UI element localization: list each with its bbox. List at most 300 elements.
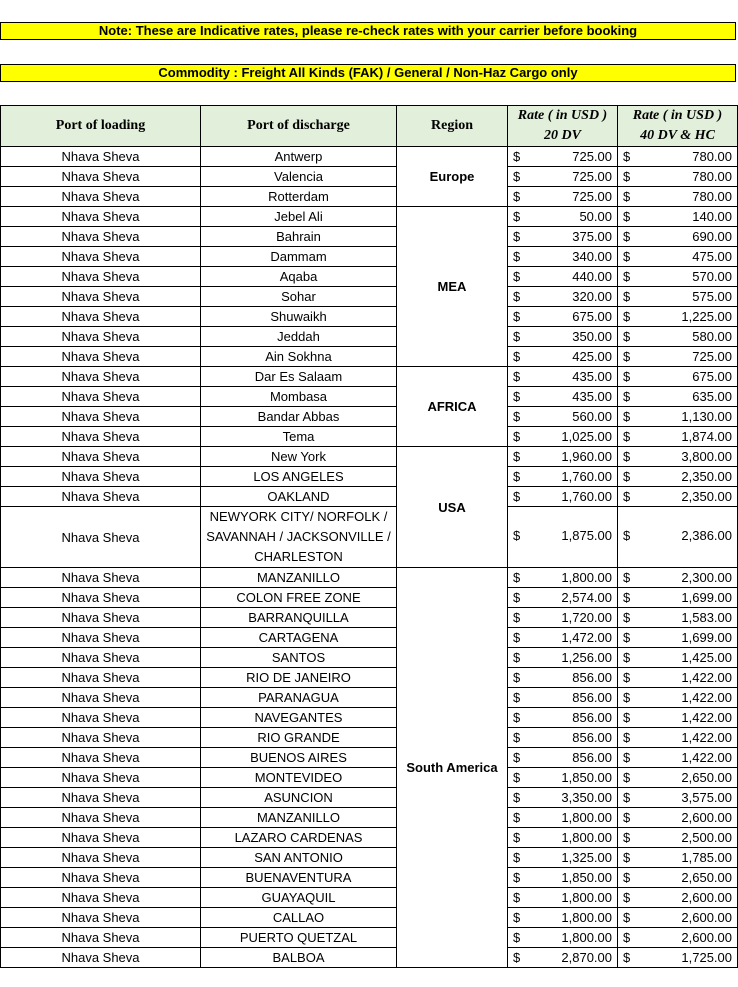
rate-amount: 1,800.00 — [561, 890, 612, 905]
currency-symbol: $ — [623, 610, 631, 625]
rate-20dv-cell — [508, 888, 618, 908]
rate-20dv-cell — [508, 187, 618, 207]
rate-amount: 780.00 — [692, 149, 732, 164]
rate-40dv-cell — [618, 808, 738, 828]
rate-amount: 2,350.00 — [681, 489, 732, 504]
port-of-loading-cell: Nhava Sheva — [1, 247, 201, 267]
table-row — [1, 307, 738, 327]
port-of-discharge-cell: Mombasa — [201, 387, 397, 407]
port-of-discharge-cell: ASUNCION — [201, 788, 397, 808]
rate-40dv-cell — [618, 888, 738, 908]
currency-symbol: $ — [513, 229, 521, 244]
header-rate-20dv — [508, 106, 618, 147]
currency-symbol: $ — [623, 950, 631, 965]
port-of-discharge-cell: LOS ANGELES — [201, 467, 397, 487]
rate-amount: 1,472.00 — [561, 630, 612, 645]
rate-amount: 1,800.00 — [561, 570, 612, 585]
currency-symbol: $ — [623, 528, 631, 543]
currency-symbol: $ — [513, 329, 521, 344]
currency-symbol: $ — [623, 489, 631, 504]
rates-table — [0, 105, 738, 968]
rate-amount: 2,600.00 — [681, 890, 732, 905]
table-row — [1, 287, 738, 307]
rate-40dv-cell — [618, 427, 738, 447]
table-row — [1, 588, 738, 608]
table-row — [1, 848, 738, 868]
currency-symbol: $ — [513, 489, 521, 504]
table-row — [1, 227, 738, 247]
currency-symbol: $ — [623, 910, 631, 925]
rate-20dv-cell — [508, 407, 618, 427]
currency-symbol: $ — [513, 189, 521, 204]
rate-amount: 1,422.00 — [681, 750, 732, 765]
rate-amount: 1,422.00 — [681, 670, 732, 685]
rate-20dv-cell — [508, 748, 618, 768]
currency-symbol: $ — [513, 429, 521, 444]
region-cell: AFRICA — [397, 367, 508, 447]
currency-symbol: $ — [623, 710, 631, 725]
table-row — [1, 888, 738, 908]
port-of-discharge-cell: CALLAO — [201, 908, 397, 928]
rate-amount: 856.00 — [572, 710, 612, 725]
port-of-discharge-cell: Shuwaikh — [201, 307, 397, 327]
rates-body — [1, 147, 738, 968]
rate-20dv-cell — [508, 768, 618, 788]
rate-40dv-cell — [618, 768, 738, 788]
rate-amount: 2,600.00 — [681, 910, 732, 925]
port-of-loading-cell: Nhava Sheva — [1, 467, 201, 487]
rate-40dv-cell — [618, 928, 738, 948]
rate-40dv-cell — [618, 187, 738, 207]
header-rate-40dv-line1: Rate ( in USD ) — [632, 108, 723, 123]
rate-amount: 50.00 — [579, 209, 612, 224]
table-row — [1, 868, 738, 888]
table-row — [1, 948, 738, 968]
port-of-discharge-cell: Ain Sokhna — [201, 347, 397, 367]
rate-20dv-cell — [508, 167, 618, 187]
port-of-loading-cell: Nhava Sheva — [1, 427, 201, 447]
region-cell: Europe — [397, 147, 508, 207]
port-of-discharge-cell: Dammam — [201, 247, 397, 267]
port-of-discharge-cell: MANZANILLO — [201, 568, 397, 588]
table-row — [1, 808, 738, 828]
table-row — [1, 387, 738, 407]
port-of-loading-cell: Nhava Sheva — [1, 287, 201, 307]
currency-symbol: $ — [513, 750, 521, 765]
header-row — [1, 106, 738, 147]
port-of-discharge-cell: PUERTO QUETZAL — [201, 928, 397, 948]
table-row — [1, 668, 738, 688]
rate-amount: 725.00 — [692, 349, 732, 364]
currency-symbol: $ — [513, 790, 521, 805]
port-of-loading-cell: Nhava Sheva — [1, 327, 201, 347]
region-cell: MEA — [397, 207, 508, 367]
port-of-discharge-cell: Rotterdam — [201, 187, 397, 207]
rate-20dv-cell — [508, 688, 618, 708]
rate-amount: 635.00 — [692, 389, 732, 404]
rate-amount: 2,870.00 — [561, 950, 612, 965]
currency-symbol: $ — [513, 209, 521, 224]
commodity-banner: Commodity : Freight All Kinds (FAK) / General / Non-Haz Cargo only — [0, 64, 736, 82]
table-row — [1, 187, 738, 207]
port-of-loading-cell: Nhava Sheva — [1, 307, 201, 327]
currency-symbol: $ — [623, 309, 631, 324]
port-of-discharge-cell: Bahrain — [201, 227, 397, 247]
rate-amount: 475.00 — [692, 249, 732, 264]
rate-amount: 856.00 — [572, 690, 612, 705]
currency-symbol: $ — [623, 189, 631, 204]
rate-amount: 435.00 — [572, 369, 612, 384]
rate-amount: 340.00 — [572, 249, 612, 264]
table-row — [1, 908, 738, 928]
currency-symbol: $ — [513, 830, 521, 845]
table-row — [1, 507, 738, 568]
port-of-discharge-cell: COLON FREE ZONE — [201, 588, 397, 608]
rate-amount: 1,325.00 — [561, 850, 612, 865]
rate-amount: 725.00 — [572, 149, 612, 164]
table-row — [1, 788, 738, 808]
rate-40dv-cell — [618, 588, 738, 608]
rate-20dv-cell — [508, 447, 618, 467]
region-cell: USA — [397, 447, 508, 568]
header-region: Region — [397, 106, 508, 147]
currency-symbol: $ — [623, 650, 631, 665]
rate-20dv-cell — [508, 868, 618, 888]
currency-symbol: $ — [513, 930, 521, 945]
table-row — [1, 568, 738, 588]
currency-symbol: $ — [513, 369, 521, 384]
port-of-loading-cell: Nhava Sheva — [1, 588, 201, 608]
rate-20dv-cell — [508, 227, 618, 247]
currency-symbol: $ — [513, 409, 521, 424]
rate-amount: 1,256.00 — [561, 650, 612, 665]
port-of-discharge-cell: BALBOA — [201, 948, 397, 968]
rate-amount: 1,425.00 — [681, 650, 732, 665]
rate-amount: 2,500.00 — [681, 830, 732, 845]
currency-symbol: $ — [623, 229, 631, 244]
rate-40dv-cell — [618, 487, 738, 507]
rate-amount: 2,386.00 — [681, 528, 732, 543]
rate-40dv-cell — [618, 387, 738, 407]
port-of-loading-cell: Nhava Sheva — [1, 568, 201, 588]
port-of-loading-cell: Nhava Sheva — [1, 447, 201, 467]
port-of-loading-cell: Nhava Sheva — [1, 608, 201, 628]
currency-symbol: $ — [623, 850, 631, 865]
rate-amount: 1,800.00 — [561, 930, 612, 945]
port-of-discharge-cell: MANZANILLO — [201, 808, 397, 828]
rate-20dv-cell — [508, 728, 618, 748]
rate-amount: 1,760.00 — [561, 469, 612, 484]
rate-20dv-cell — [508, 307, 618, 327]
rate-20dv-cell — [508, 588, 618, 608]
currency-symbol: $ — [513, 149, 521, 164]
rate-amount: 725.00 — [572, 169, 612, 184]
port-of-discharge-cell: MONTEVIDEO — [201, 768, 397, 788]
rate-amount: 1,699.00 — [681, 630, 732, 645]
rate-amount: 1,850.00 — [561, 770, 612, 785]
rate-amount: 1,850.00 — [561, 870, 612, 885]
currency-symbol: $ — [513, 610, 521, 625]
rate-20dv-cell — [508, 628, 618, 648]
table-row — [1, 247, 738, 267]
currency-symbol: $ — [623, 469, 631, 484]
rate-amount: 2,650.00 — [681, 770, 732, 785]
rate-40dv-cell — [618, 648, 738, 668]
rate-40dv-cell — [618, 628, 738, 648]
rate-amount: 675.00 — [692, 369, 732, 384]
note-banner: Note: These are Indicative rates, please re-check rates with your carrier before booking — [0, 22, 736, 40]
rate-amount: 1,225.00 — [681, 309, 732, 324]
table-row — [1, 708, 738, 728]
port-of-discharge-cell: Aqaba — [201, 267, 397, 287]
rate-40dv-cell — [618, 467, 738, 487]
rate-amount: 1,422.00 — [681, 730, 732, 745]
currency-symbol: $ — [623, 409, 631, 424]
currency-symbol: $ — [623, 249, 631, 264]
rate-40dv-cell — [618, 507, 738, 568]
port-of-loading-cell: Nhava Sheva — [1, 267, 201, 287]
rate-20dv-cell — [508, 648, 618, 668]
rate-amount: 780.00 — [692, 169, 732, 184]
currency-symbol: $ — [623, 750, 631, 765]
rate-20dv-cell — [508, 788, 618, 808]
table-row — [1, 267, 738, 287]
currency-symbol: $ — [513, 289, 521, 304]
rate-amount: 1,130.00 — [681, 409, 732, 424]
port-of-loading-cell: Nhava Sheva — [1, 768, 201, 788]
table-row — [1, 608, 738, 628]
rate-amount: 675.00 — [572, 309, 612, 324]
rate-40dv-cell — [618, 167, 738, 187]
currency-symbol: $ — [623, 670, 631, 685]
rate-amount: 856.00 — [572, 670, 612, 685]
currency-symbol: $ — [623, 149, 631, 164]
rate-amount: 3,350.00 — [561, 790, 612, 805]
rate-40dv-cell — [618, 848, 738, 868]
rate-40dv-cell — [618, 407, 738, 427]
table-row — [1, 427, 738, 447]
rate-20dv-cell — [508, 427, 618, 447]
port-of-discharge-cell: Valencia — [201, 167, 397, 187]
rate-20dv-cell — [508, 207, 618, 227]
header-rate-40dv — [618, 106, 738, 147]
port-of-discharge-cell: Jeddah — [201, 327, 397, 347]
port-of-discharge-cell: RIO DE JANEIRO — [201, 668, 397, 688]
rate-amount: 570.00 — [692, 269, 732, 284]
currency-symbol: $ — [623, 930, 631, 945]
rate-amount: 856.00 — [572, 750, 612, 765]
port-of-discharge-cell: NAVEGANTES — [201, 708, 397, 728]
currency-symbol: $ — [513, 810, 521, 825]
currency-symbol: $ — [623, 349, 631, 364]
currency-symbol: $ — [513, 850, 521, 865]
port-of-loading-cell: Nhava Sheva — [1, 908, 201, 928]
rate-amount: 2,600.00 — [681, 810, 732, 825]
rate-40dv-cell — [618, 828, 738, 848]
rate-20dv-cell — [508, 287, 618, 307]
rate-20dv-cell — [508, 327, 618, 347]
currency-symbol: $ — [513, 910, 521, 925]
table-row — [1, 347, 738, 367]
currency-symbol: $ — [513, 770, 521, 785]
rate-amount: 1,725.00 — [681, 950, 732, 965]
currency-symbol: $ — [513, 950, 521, 965]
rate-amount: 3,800.00 — [681, 449, 732, 464]
rate-amount: 575.00 — [692, 289, 732, 304]
currency-symbol: $ — [623, 890, 631, 905]
port-of-loading-cell: Nhava Sheva — [1, 167, 201, 187]
table-row — [1, 648, 738, 668]
rate-amount: 856.00 — [572, 730, 612, 745]
rate-20dv-cell — [508, 367, 618, 387]
rate-40dv-cell — [618, 568, 738, 588]
rate-amount: 350.00 — [572, 329, 612, 344]
rate-amount: 1,699.00 — [681, 590, 732, 605]
rate-20dv-cell — [508, 668, 618, 688]
table-row — [1, 207, 738, 227]
port-of-loading-cell: Nhava Sheva — [1, 487, 201, 507]
table-row — [1, 327, 738, 347]
rate-20dv-cell — [508, 267, 618, 287]
currency-symbol: $ — [623, 369, 631, 384]
currency-symbol: $ — [513, 570, 521, 585]
port-of-loading-cell: Nhava Sheva — [1, 788, 201, 808]
table-row — [1, 467, 738, 487]
port-of-loading-cell: Nhava Sheva — [1, 648, 201, 668]
currency-symbol: $ — [513, 870, 521, 885]
currency-symbol: $ — [513, 710, 521, 725]
currency-symbol: $ — [623, 329, 631, 344]
port-of-loading-cell: Nhava Sheva — [1, 628, 201, 648]
table-row — [1, 728, 738, 748]
table-row — [1, 928, 738, 948]
currency-symbol: $ — [623, 870, 631, 885]
table-row — [1, 828, 738, 848]
currency-symbol: $ — [623, 730, 631, 745]
port-of-loading-cell: Nhava Sheva — [1, 367, 201, 387]
rate-amount: 725.00 — [572, 189, 612, 204]
rate-amount: 1,960.00 — [561, 449, 612, 464]
rate-40dv-cell — [618, 267, 738, 287]
table-row — [1, 147, 738, 167]
port-of-loading-cell: Nhava Sheva — [1, 668, 201, 688]
rate-20dv-cell — [508, 347, 618, 367]
rate-40dv-cell — [618, 327, 738, 347]
port-of-discharge-cell: SAN ANTONIO — [201, 848, 397, 868]
port-of-loading-cell: Nhava Sheva — [1, 728, 201, 748]
rate-20dv-cell — [508, 147, 618, 167]
table-row — [1, 768, 738, 788]
rate-20dv-cell — [508, 848, 618, 868]
rate-amount: 2,650.00 — [681, 870, 732, 885]
port-of-discharge-cell: CARTAGENA — [201, 628, 397, 648]
port-of-loading-cell: Nhava Sheva — [1, 507, 201, 568]
rate-amount: 320.00 — [572, 289, 612, 304]
currency-symbol: $ — [513, 890, 521, 905]
rate-40dv-cell — [618, 748, 738, 768]
currency-symbol: $ — [513, 670, 521, 685]
table-row — [1, 167, 738, 187]
port-of-loading-cell: Nhava Sheva — [1, 147, 201, 167]
rate-40dv-cell — [618, 247, 738, 267]
rate-amount: 580.00 — [692, 329, 732, 344]
table-row — [1, 447, 738, 467]
rate-amount: 1,785.00 — [681, 850, 732, 865]
rate-amount: 435.00 — [572, 389, 612, 404]
table-row — [1, 407, 738, 427]
currency-symbol: $ — [623, 570, 631, 585]
rate-40dv-cell — [618, 668, 738, 688]
port-of-loading-cell: Nhava Sheva — [1, 868, 201, 888]
rate-amount: 2,350.00 — [681, 469, 732, 484]
port-of-loading-cell: Nhava Sheva — [1, 848, 201, 868]
rate-40dv-cell — [618, 788, 738, 808]
rate-amount: 1,583.00 — [681, 610, 732, 625]
currency-symbol: $ — [513, 169, 521, 184]
currency-symbol: $ — [513, 389, 521, 404]
currency-symbol: $ — [513, 528, 521, 543]
rate-40dv-cell — [618, 447, 738, 467]
rate-amount: 1,422.00 — [681, 710, 732, 725]
rate-40dv-cell — [618, 868, 738, 888]
rate-20dv-cell — [508, 247, 618, 267]
port-of-loading-cell: Nhava Sheva — [1, 948, 201, 968]
rate-20dv-cell — [508, 467, 618, 487]
port-of-loading-cell: Nhava Sheva — [1, 187, 201, 207]
port-of-discharge-cell: New York — [201, 447, 397, 467]
currency-symbol: $ — [623, 389, 631, 404]
rate-20dv-cell — [508, 928, 618, 948]
rate-amount: 1,800.00 — [561, 910, 612, 925]
rate-amount: 1,720.00 — [561, 610, 612, 625]
rate-amount: 1,760.00 — [561, 489, 612, 504]
table-row — [1, 688, 738, 708]
port-of-discharge-cell: BUENAVENTURA — [201, 868, 397, 888]
table-row — [1, 628, 738, 648]
currency-symbol: $ — [513, 630, 521, 645]
port-of-discharge-cell: SANTOS — [201, 648, 397, 668]
rate-amount: 2,600.00 — [681, 930, 732, 945]
currency-symbol: $ — [623, 690, 631, 705]
rate-40dv-cell — [618, 287, 738, 307]
rate-amount: 375.00 — [572, 229, 612, 244]
currency-symbol: $ — [623, 830, 631, 845]
header-rate-40dv-line2: 40 DV & HC — [640, 128, 715, 143]
currency-symbol: $ — [513, 650, 521, 665]
rate-20dv-cell — [508, 608, 618, 628]
rate-amount: 140.00 — [692, 209, 732, 224]
currency-symbol: $ — [513, 449, 521, 464]
currency-symbol: $ — [623, 449, 631, 464]
rate-40dv-cell — [618, 307, 738, 327]
port-of-discharge-cell: Sohar — [201, 287, 397, 307]
rate-40dv-cell — [618, 908, 738, 928]
currency-symbol: $ — [623, 630, 631, 645]
header-rate-20dv-line1: Rate ( in USD ) — [517, 108, 608, 123]
rate-20dv-cell — [508, 908, 618, 928]
rate-40dv-cell — [618, 147, 738, 167]
port-of-loading-cell: Nhava Sheva — [1, 347, 201, 367]
currency-symbol: $ — [513, 690, 521, 705]
rate-amount: 425.00 — [572, 349, 612, 364]
rate-amount: 2,300.00 — [681, 570, 732, 585]
port-of-loading-cell: Nhava Sheva — [1, 387, 201, 407]
rate-20dv-cell — [508, 708, 618, 728]
rate-20dv-cell — [508, 808, 618, 828]
rate-amount: 560.00 — [572, 409, 612, 424]
rate-amount: 690.00 — [692, 229, 732, 244]
currency-symbol: $ — [513, 590, 521, 605]
